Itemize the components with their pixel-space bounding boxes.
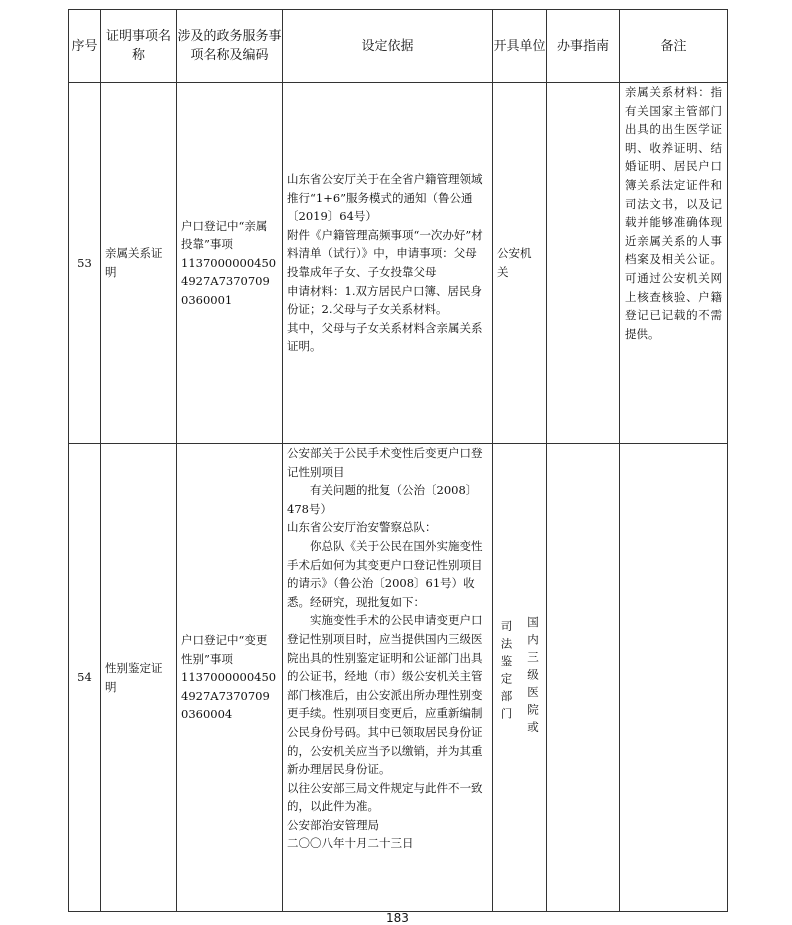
basis-line: 你总队《关于公民在国外实施变性手术后如何为其变更户口登记性别项目的请示》（鲁公治〔2008〕61号）收悉。经研究，现批复如下：	[287, 538, 483, 609]
header-no: 序号	[69, 10, 101, 83]
basis-line: 公安部治安管理局	[287, 817, 379, 832]
basis-line: 山东省公安厅关于在全省户籍管理领域推行“1+6”服务模式的通知（鲁公通〔2019〕64号）	[287, 172, 483, 224]
basis-line: 其中，父母与子女关系材料含亲属关系证明。	[287, 320, 483, 354]
service-code-1: 1137000000450	[181, 670, 277, 685]
row-guide	[547, 444, 620, 912]
service-code-2: 4927A7370709	[181, 688, 270, 703]
header-guide: 办事指南	[547, 10, 620, 83]
basis-line: 公安部关于公民手术变性后变更户口登记性别项目	[287, 446, 483, 479]
row-no: 54	[69, 444, 101, 912]
row-service	[177, 83, 283, 444]
basis-line: 申请材料：1.双方居民户口簿、居民身份证；2.父母与子女关系材料。	[287, 283, 482, 317]
row-remark: 亲属关系材料：指有关国家主管部门出具的出生医学证明、收养证明、结婚证明、居民户口簿关系法定证件和司法文书，以及记载并能够准确体现近亲属关系的人事档案及相关公证。可通过公安机关网上核查核验、户籍登记已记载的不需提供。	[620, 83, 728, 444]
header-basis: 设定依据	[283, 10, 493, 83]
table-row	[69, 444, 728, 912]
header-service: 涉及的政务服务事项名称及编码	[177, 10, 283, 83]
basis-line: 有关问题的批复（公治〔2008〕478号）	[287, 483, 478, 516]
row-item: 亲属关系证明	[101, 83, 177, 444]
service-name: 户口登记中“变更性别”事项	[181, 633, 268, 666]
service-code-3: 0360001	[181, 292, 233, 307]
service-code-1: 1137000000450	[181, 255, 277, 270]
header-item: 证明事项名称	[101, 10, 177, 83]
page-number: 183	[386, 911, 409, 925]
basis-line: 附件《户籍管理高频事项“一次办好”材料清单（试行）》中，申请事项：父母投靠成年子女、子女投靠父母	[287, 227, 483, 279]
service-name: 户口登记中“亲属投靠”事项	[181, 218, 268, 252]
header-row	[69, 10, 728, 83]
row-unit: 公安机关	[493, 83, 547, 444]
basis-line: 山东省公安厅治安警察总队：	[287, 520, 437, 535]
row-service	[177, 444, 283, 912]
basis-line: 以往公安部三局文件规定与此件不一致的，以此件为准。	[287, 780, 483, 814]
unit-vertical	[493, 616, 546, 739]
row-basis	[283, 83, 493, 444]
unit-col-2: 司法鉴定部门	[499, 620, 514, 726]
row-item: 性别鉴定证明	[101, 444, 177, 912]
header-remark: 备注	[620, 10, 728, 83]
row-remark	[620, 444, 728, 912]
table-row	[69, 83, 728, 444]
row-guide	[547, 83, 620, 444]
service-code-3: 0360004	[181, 707, 233, 722]
header-unit: 开具单位	[493, 10, 547, 83]
row-unit	[493, 444, 547, 912]
row-no: 53	[69, 83, 101, 444]
basis-line: 实施变性手术的公民申请变更户口登记性别项目时，应当提供国内三级医院出具的性别鉴定证明和公证部门出具的公证书，经地（市）级公安机关主管部门核准后，由公安派出所办理性别变更手续。性别项目变更后，应重新编制公民身份号码。其中已领取居民身份证的，公安机关应当予以缴销，并为其重新办理居民身份证。	[287, 613, 483, 777]
basis-line: 二〇〇八年十月二十三日	[287, 836, 414, 851]
certificate-table	[68, 9, 728, 912]
row-basis	[283, 444, 493, 912]
service-code-2: 4927A7370709	[181, 274, 270, 289]
unit-col-1: 国内三级医院或	[526, 616, 541, 739]
